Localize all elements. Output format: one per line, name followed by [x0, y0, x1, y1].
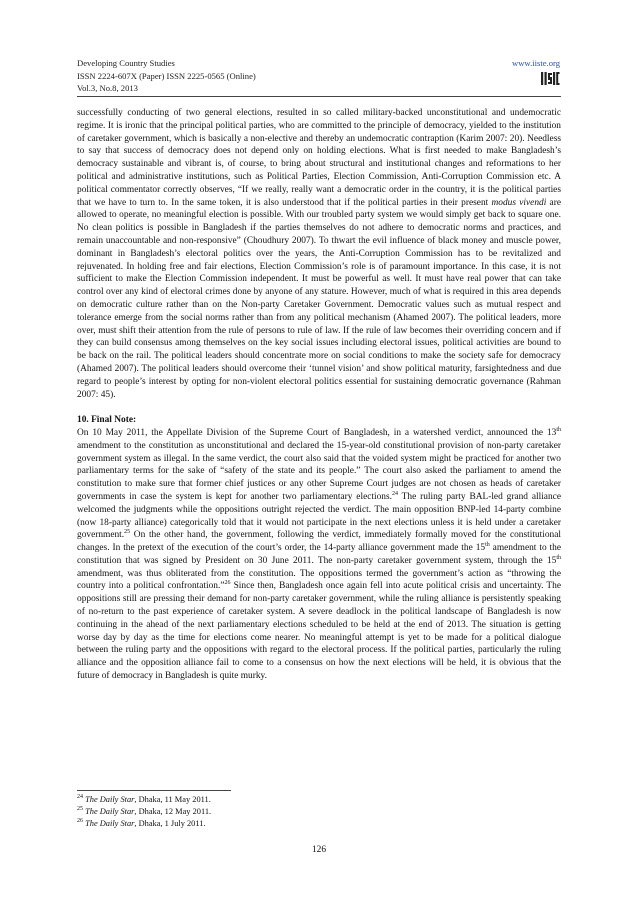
footnote-reference[interactable]: 26 [224, 580, 231, 587]
running-header [77, 57, 561, 95]
journal-website-link[interactable]: www.iiste.org [512, 58, 560, 68]
footnote-reference[interactable]: 24 [391, 490, 398, 497]
paragraph-text: amendment to the constitution as unconstitutional and declared the 15-year-old constitutional provision of non-party caretaker government system as illegal. In the same verdict, the court also said that the voided system might be practiced for another two parliamentary terms for the sake of “safety of the state and its people.” The court also asked the parliament to amend the constitution to make sure that former chief justices or any other Supreme Court judges are not chosen as heads of caretaker governments in case the system is kept for another two parliamentary elections. [77, 440, 561, 502]
paragraph-text: amendment to the constitution that was signed by President on 30 June 2011. The non-party caretaker government system, through the 15 [77, 543, 562, 566]
footnote-number: 25 [77, 806, 83, 813]
volume-line: Vol.3, No.8, 2013 [77, 83, 138, 94]
paragraph-gap [77, 401, 561, 414]
paragraph-text: are allowed to operate, no meaningful election is possible. With our troubled party system we would simply get back to square one. No clean politics is possible in Bangladesh if the parties themselves do not adhere to democratic norms and practices, and remain unaccountable and non-responsive” (Choudhury 2007). To thwart the evil influence of black money and muscle power, dominant in Bangladesh’s electoral politics over the years, the Anti-Corruption Commission has to be revitalized and rejuvenated. In holding free and fair elections, Election Commission’s role is of paramount importance. In this case, it is not sufficient to make the Election Commission independent. It must be powerful as well. It must have real power that can take control over any kind of electoral crimes done by anyone of any stature. However, much of what is required in this area depends on democratic culture rather than on the Non-party Caretaker Government. Democratic values such as mutual respect and tolerance emerge from the social norms rather than from any political mechanism (Ahamed 2007). The political leaders, more over, must shift their attention from the rule of persons to rule of law. If the rule of law becomes their overriding concern and if they can build consensus among themselves on the key social issues including electoral issues, political activities are bound to be back on the rail. The political leaders should concentrate more on social conditions to make the society safe for democracy (Ahamed 2007). The political leaders should overcome their ‘tunnel vision’ and show political maturity, farsightedness and due regard to people’s interest by opting for non-violent electoral politics essential for sustaining democratic governance (Rahman 2007: 45). [77, 197, 561, 400]
footnote-number: 24 [77, 794, 83, 801]
page-number: 126 [311, 845, 327, 855]
ordinal-superscript: th [556, 554, 561, 561]
section-heading: 10. Final Note: [77, 415, 137, 426]
journal-name: Developing Country Studies [77, 58, 175, 68]
header-rule [77, 96, 561, 97]
article-body [77, 107, 561, 683]
issn-line: ISSN 2224-607X (Paper) ISSN 2225-0565 (Online) [77, 70, 256, 81]
ordinal-superscript: th [556, 426, 561, 433]
footnote-source: The Daily Star [85, 807, 135, 816]
body-paragraph [77, 427, 561, 683]
paragraph-text: Since then, Bangladesh once again fell into acute political crisis and uncertainty. The oppositions still are pressing their demand for non-party caretaker government, while the ruling alliance is persistently speaking of no-return to the past experience of caretaker system. A severe deadlock in the political landscape of Bangladesh is now continuing in the ahead of the next parliamentary elections scheduled to be held at the end of 2013. The situation is getting worse day by day as the time for elections come nearer. No meaningful attempt is yet to be made for a political dialogue between the ruling party and the oppositions with regard to the electoral process. If the political parties, particularly the ruling alliance and the opposition alliance fail to come to a consensus on how the next elections will be held, it is obvious that the future of democracy in Bangladesh is quite murky. [77, 581, 561, 682]
paragraph-text: successfully conducting of two general elections, resulted in so called military-backed unconstitutional and undemocratic regime. It is ironic that the principal political parties, who are committed to the principle of democracy, yielded to the institution of caretaker government, which is basically a non-elective and thereby an undemocratic contraption (Karim 2007: 20). Needless to say that success of democracy does not depend only on holding elections. What is first needed to make Bangladesh’s democracy sustainable and vibrant is, of course, to bring about structural and institutional changes and reformations to her political and administrative institutions, such as Political Parties, Election Commission, Anti-Corruption Commission etc. A political commentator correctly observes, “If we really, really want a democratic order in the country, it is the political parties that we have to turn to. In the same token, it is also understood that if the political parties in their present [77, 108, 561, 208]
footnote-item [77, 794, 561, 806]
paragraph-text: On the other hand, the government, following the verdict, immediately formally moved for the constitutional changes. In the pretext of the execution of the court’s order, the 14-party alliance government made the 15 [77, 530, 561, 554]
footnotes [77, 794, 561, 830]
footnote-detail: , Dhaka, 11 May 2011. [134, 795, 211, 804]
paragraph-text: amendment, was thus obliterated from the constitution. The oppositions termed the government’s action as “throwing the country into a political confrontation.” [77, 568, 561, 592]
footnote-detail: , Dhaka, 1 July 2011. [134, 819, 206, 828]
footnote-detail: , Dhaka, 12 May 2011. [134, 807, 212, 816]
footnote-reference[interactable]: 25 [124, 529, 131, 536]
footnote-number: 26 [77, 818, 83, 825]
footnote-rule [77, 790, 231, 791]
italic-phrase: modus vivendi [491, 197, 547, 208]
footnote-item [77, 818, 561, 830]
ordinal-superscript: th [485, 541, 490, 548]
footnote-item [77, 806, 561, 818]
iiste-logo-icon [540, 70, 560, 87]
footnote-source: The Daily Star [85, 819, 135, 828]
paragraph-text: On 10 May 2011, the Appellate Division of the Supreme Court of Bangladesh, in a watershed verdict, announced the 13 [77, 427, 557, 438]
footnote-source: The Daily Star [85, 795, 135, 804]
paragraph-text: The ruling party BAL-led grand alliance welcomed the judgments while the oppositions outright rejected the verdict. The main opposition BNP-led 14-party combine (now 18-party alliance) categorically told that it would not participate in the next elections unless it is held under a caretaker government. [77, 491, 561, 541]
body-paragraph [77, 107, 561, 401]
